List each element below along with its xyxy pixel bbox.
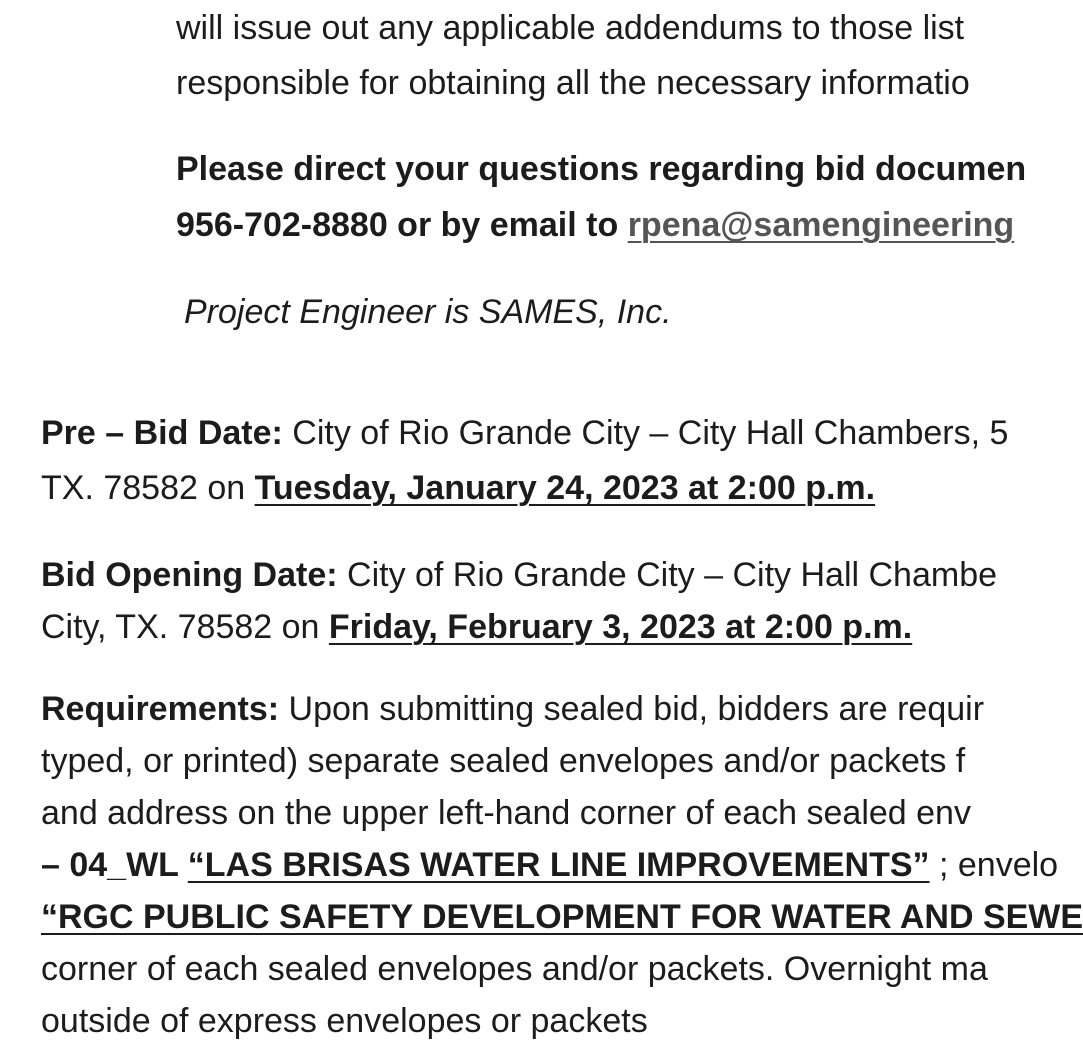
email-link[interactable]: rpena@samengineering bbox=[627, 206, 1015, 244]
questions-line-1: Please direct your questions regarding bid documen bbox=[176, 150, 1027, 188]
pre-bid-date: Tuesday, January 24, 2023 at 2:00 p.m. bbox=[254, 469, 876, 507]
requirements-line-6: corner of each sealed envelopes and/or packets. Overnight ma bbox=[41, 950, 988, 988]
bid-opening-date: Friday, February 3, 2023 at 2:00 p.m. bbox=[328, 608, 913, 646]
envelope-text: ; envelo bbox=[929, 846, 1059, 884]
requirements-line-4 bbox=[41, 839, 1058, 891]
pre-bid-line-2 bbox=[41, 462, 875, 514]
project-code: – 04_WL bbox=[41, 846, 188, 884]
addendum-text-line-1: will issue out any applicable addendums to those list bbox=[176, 9, 965, 47]
bid-opening-label: Bid Opening Date: bbox=[41, 556, 338, 594]
bid-opening-line-1 bbox=[41, 549, 997, 601]
questions-phone-text: 956-702-8880 or by email to bbox=[176, 206, 628, 244]
pre-bid-zip-text: TX. 78582 on bbox=[41, 469, 255, 507]
requirements-line-7: outside of express envelopes or packets bbox=[41, 1002, 648, 1040]
public-safety-project-title: “RGC PUBLIC SAFETY DEVELOPMENT FOR WATER AND SEWE bbox=[41, 898, 1083, 936]
requirements-line-3: and address on the upper left-hand corner of each sealed env bbox=[41, 794, 971, 832]
pre-bid-label: Pre – Bid Date: bbox=[41, 414, 283, 452]
pre-bid-line-1 bbox=[41, 407, 1008, 459]
requirements-line-2: typed, or printed) separate sealed envelopes and/or packets f bbox=[41, 742, 966, 780]
pre-bid-location: City of Rio Grande City – City Hall Chambers, 5 bbox=[282, 414, 1009, 452]
project-engineer-note: Project Engineer is SAMES, Inc. bbox=[184, 293, 672, 331]
bid-opening-zip-text: City, TX. 78582 on bbox=[41, 608, 329, 646]
bid-opening-line-2 bbox=[41, 601, 912, 653]
las-brisas-project-title: “LAS BRISAS WATER LINE IMPROVEMENTS” bbox=[187, 846, 930, 884]
requirements-label: Requirements: bbox=[41, 690, 280, 728]
questions-line-2 bbox=[176, 199, 1014, 251]
requirements-line-1 bbox=[41, 683, 984, 735]
addendum-text-line-2: responsible for obtaining all the necessary informatio bbox=[176, 64, 970, 102]
bid-opening-location: City of Rio Grande City – City Hall Chambe bbox=[337, 556, 998, 594]
requirements-text: Upon submitting sealed bid, bidders are requir bbox=[279, 690, 985, 728]
